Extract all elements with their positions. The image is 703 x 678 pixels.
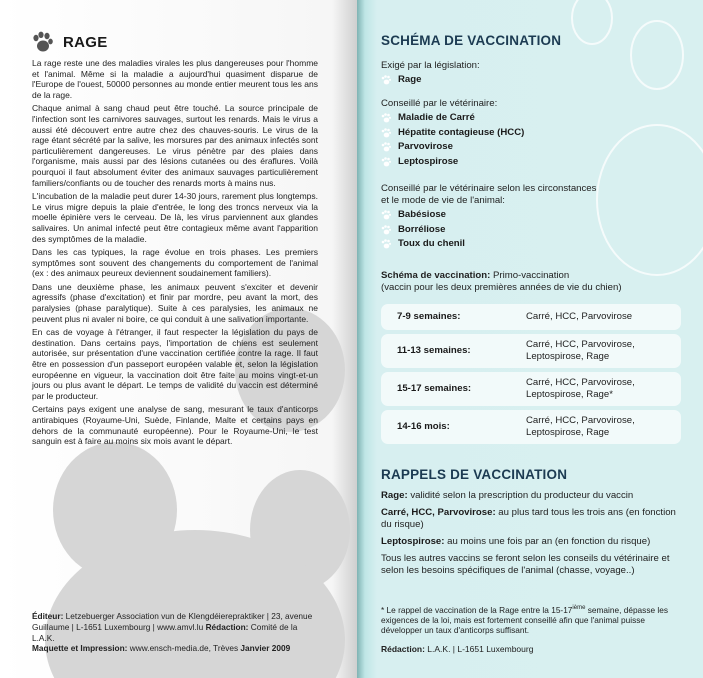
date-label: Janvier 2009 bbox=[240, 643, 291, 654]
age-cell: 14-16 mois: bbox=[397, 421, 450, 432]
schema-label: Schéma de vaccination: bbox=[381, 270, 491, 281]
maquette-label: Maquette et Impression: bbox=[32, 643, 128, 654]
list-item-label: Parvovirose bbox=[398, 141, 453, 153]
list-item bbox=[381, 126, 524, 141]
redaction-text: Comité de la L.A.K. bbox=[32, 621, 298, 643]
list-item-label: Rage bbox=[398, 74, 422, 86]
exige-intro: Exigé par la législation: bbox=[381, 60, 480, 71]
vaccines-cell bbox=[526, 311, 671, 323]
paragraph: L'incubation de la maladie peut durer 14-30 jours, rarement plus longtemps. Le virus migre depuis la plaie d'entrée, le long des troncs nerveux via la moelle épinière vers le cerveau. De là, les virus parviennent aux glandes salivaires. Un animal infecté peut être contagieux même avant l'apparition des symptômes de la maladie. bbox=[32, 191, 318, 244]
paragraph: La rage reste une des maladies virales les plus dangereuses pour l'homme et l'animal. Même si la maladie a aujourd'hui quasiment disparue de l'Europe de l'ouest, 50000 personnes au monde entier meurent tous les ans de la rage. bbox=[32, 58, 318, 100]
exige-list bbox=[381, 73, 421, 88]
rappel-text: validité selon la prescription du producteur du vaccin bbox=[407, 490, 634, 501]
vaccine-line: Leptospirose, Rage bbox=[526, 351, 610, 362]
circonstances-line-2: et le mode de vie de l'animal: bbox=[381, 195, 505, 206]
footnote-text: semaine, dépasse les exigences de la loi, mais est fortement conseillé afin que l'animal puisse développer un taux d'anticorps suffisant. bbox=[381, 604, 668, 635]
list-item bbox=[381, 73, 421, 88]
vaccine-line: Leptospirose, Rage bbox=[526, 427, 610, 438]
list-item bbox=[381, 208, 465, 223]
right-page bbox=[357, 0, 703, 678]
paragraph: Dans une deuxième phase, les animaux peuvent s'exciter et devenir agressifs (phase d'excitation) et finir par mordre, peu avant la mort, des paralysies (phase paralytique). Suite à ces paralysies, les animaux ne peuvent plus ni avaler ni boire, ce qui conduit à une salivation importante. bbox=[32, 281, 318, 324]
list-item-label: Borréliose bbox=[398, 223, 446, 235]
schema-subtext: (vaccin pour les deux premières années de vie du chien) bbox=[381, 282, 622, 293]
paw-icon bbox=[381, 142, 391, 152]
list-item bbox=[381, 111, 524, 126]
paw-icon bbox=[381, 113, 391, 123]
vaccination-table bbox=[381, 304, 681, 448]
age-cell: 7-9 semaines: bbox=[397, 311, 461, 322]
redaction-label: Rédaction: bbox=[381, 644, 425, 654]
list-item bbox=[381, 155, 524, 170]
circonstances-intro bbox=[381, 183, 596, 207]
paragraph: Certains pays exigent une analyse de sang, mesurant le taux d'anticorps antirabiques (Royaume-Uni, Suède, Finlande, Malte et certains pays en dehors de la communauté européenne). Pour le Royaume-Uni, le test sanguin est à faire au moins six mois avant le départ. bbox=[32, 404, 318, 447]
rappel-label: Rage: bbox=[381, 490, 408, 501]
rappel-autres: Tous les autres vaccins se feront selon les conseils du vétérinaire et selon les besoins spécifiques de l'animal (chasse, voyage..) bbox=[381, 553, 670, 576]
paw-icon bbox=[381, 128, 391, 138]
list-item-label: Maladie de Carré bbox=[398, 112, 475, 124]
section-title-rappels: RAPPELS DE VACCINATION bbox=[381, 467, 568, 482]
list-item-label: Hépatite contagieuse (HCC) bbox=[398, 126, 525, 138]
list-item-label: Leptospirose bbox=[398, 155, 459, 167]
rappels-body bbox=[381, 490, 681, 582]
paragraph: Chaque animal à sang chaud peut être touché. La source principale de l'infection sont les carnivores sauvages, surtout les renards. Mais le virus a aussi été découvert entre autre chez des chauves-souris. Le virus de la rage étant sécrété par la salive, les morsures par des animaux infectés sont particulièrement dangereuses. Le virus pénètre par des plaies dans l'organisme, mais aussi par des lésions cutanées ou des éraflures. Voilà pourquoi il faut absolument éviter des animaux sauvages particulièrement familiers/confiants ou de toucher des renards morts à mains nus. bbox=[32, 103, 318, 188]
rappel-text: au plus tard tous les trois ans (en fonction du risque) bbox=[381, 507, 676, 530]
vaccine-line: Carré, HCC, Parvovirose, bbox=[526, 339, 635, 350]
rage-body bbox=[32, 58, 318, 450]
age-cell: 15-17 semaines: bbox=[397, 383, 472, 394]
age-cell: 11-13 semaines: bbox=[397, 345, 471, 356]
maquette-text: www.ensch-media.de, Trèves bbox=[127, 643, 241, 654]
footnote-text: * Le rappel de vaccination de la Rage entre la 15-17 bbox=[381, 604, 573, 615]
paragraph: Dans les cas typiques, la rage évolue en trois phases. Les premiers symptômes sont souvent des changements du comportement de l'animal (ex : des animaux peureux deviennent soudainement familiers). bbox=[32, 247, 318, 279]
circonstances-list bbox=[381, 208, 465, 252]
list-item bbox=[381, 140, 524, 155]
list-item-label: Babésiose bbox=[398, 209, 446, 221]
rappel-rage bbox=[381, 490, 681, 502]
rappel-chp bbox=[381, 507, 681, 531]
editeur-text: Letzebuerger Association vun de Klengdéierepraktiker | 23, avenue Guillaume | L-1651 Luxembourg | www.amvl.lu bbox=[32, 611, 313, 632]
section-title-schema: SCHÉMA DE VACCINATION bbox=[381, 33, 562, 48]
redaction-line bbox=[381, 644, 533, 654]
table-row bbox=[381, 410, 681, 444]
editeur-label: Éditeur: bbox=[32, 611, 64, 621]
rappel-lepto bbox=[381, 536, 681, 548]
schema-intro bbox=[381, 270, 622, 294]
table-row bbox=[381, 372, 681, 406]
rage-header bbox=[31, 31, 108, 53]
redaction-text: L.A.K. | L-1651 Luxembourg bbox=[424, 644, 534, 654]
paw-icon bbox=[381, 75, 391, 85]
vaccine-line: Leptospirose, Rage* bbox=[526, 389, 613, 400]
vaccines-cell bbox=[526, 415, 671, 439]
table-row bbox=[381, 304, 681, 330]
footnote bbox=[381, 603, 681, 635]
list-item bbox=[381, 237, 465, 252]
schema-text: Primo-vaccination bbox=[490, 270, 570, 281]
redaction-label: Rédaction: bbox=[205, 621, 249, 632]
paw-icon bbox=[381, 225, 391, 235]
page-title: RAGE bbox=[63, 33, 108, 51]
paw-icon bbox=[381, 210, 391, 220]
paragraph: En cas de voyage à l'étranger, il faut respecter la législation du pays de destination. Dans certains pays, l'importation de chiens est seulement autorisée, sur présentation d'une vaccination certifiée contre la rage. Il faut être en possession d'un passeport européen valable et, selon la législation européenne en vigueur, la vaccination doit être faite au moins vingt-et-un jours ou plus avant le départ. Le temps de validité du vaccin est déterminé par le producteur. bbox=[32, 327, 318, 401]
list-item-label: Toux du chenil bbox=[398, 238, 465, 250]
rappel-label: Leptospirose: bbox=[381, 536, 445, 547]
vaccine-line: Carré, HCC, Parvovirose, bbox=[526, 377, 635, 388]
conseille-intro: Conseillé par le vétérinaire: bbox=[381, 98, 498, 109]
circonstances-line-1: Conseillé par le vétérinaire selon les circonstances bbox=[381, 183, 597, 194]
table-row bbox=[381, 334, 681, 368]
list-item bbox=[381, 223, 465, 238]
rappel-text: au moins une fois par an (en fonction du risque) bbox=[444, 536, 651, 547]
vaccine-line: Carré, HCC, Parvovirose, bbox=[526, 415, 635, 426]
vaccine-line: Carré, HCC, Parvovirose bbox=[526, 311, 633, 322]
footnote-sup: ième bbox=[572, 605, 586, 611]
vaccines-cell bbox=[526, 339, 671, 363]
publisher-info bbox=[32, 611, 322, 654]
paw-icon bbox=[31, 31, 53, 53]
paw-icon bbox=[381, 157, 391, 167]
paw-icon bbox=[381, 239, 391, 249]
rappel-label: Carré, HCC, Parvovirose: bbox=[381, 507, 496, 518]
vaccines-cell bbox=[526, 377, 671, 401]
conseille-list bbox=[381, 111, 524, 169]
